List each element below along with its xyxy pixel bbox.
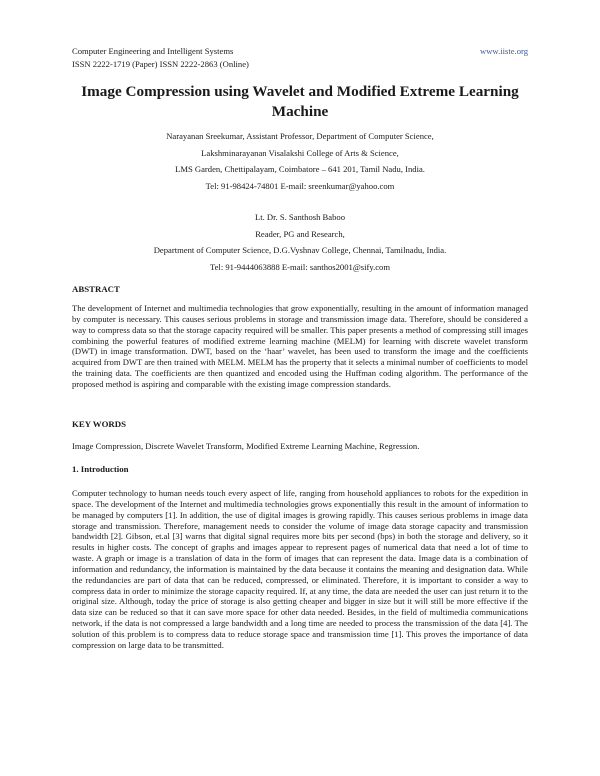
abstract-heading: ABSTRACT	[72, 284, 120, 294]
issn-line: ISSN 2222-1719 (Paper) ISSN 2222-2863 (Online)	[72, 59, 249, 69]
introduction-heading: 1. Introduction	[72, 464, 129, 474]
author-block-2	[60, 209, 540, 275]
author-line: Lakshminarayanan Visalakshi College of Arts & Science,	[201, 147, 399, 158]
keywords-text: Image Compression, Discrete Wavelet Transform, Modified Extreme Learning Machine, Regression.	[72, 441, 420, 451]
author-block-1	[60, 128, 540, 194]
journal-website-link[interactable]: www.iiste.org	[480, 46, 528, 56]
author-contact: Tel: 91-9444063888 E-mail: santhos2001@sify.com	[209, 261, 391, 272]
author-line: Reader, PG and Research,	[255, 228, 345, 239]
author-line: Narayanan Sreekumar, Assistant Professor, Department of Computer Science,	[166, 131, 434, 141]
author-line: Lt. Dr. S. Santhosh Baboo	[255, 212, 345, 222]
paper-title: Image Compression using Wavelet and Modified Extreme Learning Machine	[81, 83, 519, 120]
abstract-text: The development of Internet and multimedia technologies that grow exponentially, resulting in the amount of information managed by computer is necessary. This causes serious problems in storage and transmission image data. Therefore, should be considered a way to compress data so that the storage capacity required will be smaller. This paper presents a method of compressing still images combining the powerful features of modified extreme learning machine (MELM) for learning with discrete wavelet transform (DWT) in image transformation. DWT, based on the ‘haar’ wavelet, has been used to transform the image and the coefficients acquired from DWT are then trained with MELM. MELM has the property that it selects a minimal number of coefficients to model the training data. The coefficients are then quantized and encoded using the Huffman coding algorithm. The performance of the proposed method is aspiring and comparable with the existing image compression standards.	[72, 303, 528, 389]
author-line: Department of Computer Science, D.G.Vyshnav College, Chennai, Tamilnadu, India.	[153, 245, 447, 255]
running-header	[72, 45, 249, 71]
author-contact: Tel: 91-98424-74801 E-mail: sreenkumar@yahoo.com	[205, 180, 395, 191]
keywords-heading: KEY WORDS	[72, 419, 127, 429]
author-line: LMS Garden, Chettipalayam, Coimbatore – 641 201, Tamil Nadu, India.	[175, 164, 425, 174]
introduction-text: Computer technology to human needs touch every aspect of life, ranging from household appliances to robots for the expedition in space. The development of the Internet and multimedia technologies grows exponentially this result in the amount of information to be managed by computers [1]. In addition, the use of digital images is growing rapidly. This causes serious problems in image data storage and transmission. Therefore, management needs to consider the volume of image data storage capacity and transmission bandwidth [2]. Gibson, et.al [3] warns that digital signal requires more bits per second (bps) in both the storage and delivery, so it results in higher costs. The concept of graphs and images appear to represent pages of numerical data that need a lot of time to waste. A graph or image is a translation of data in the form of images that can represent the data. Image data is a combination of information and redundancy, the information is maintained by the data because it contains the meaning and designation data. While the redundancies are part of data that can be reduced, compressed, or eliminated. Therefore, it is important to consider a way to compress data in order to minimize the storage capacity required. If, at any time, the data are needed the user can just return it to the original size. Although, today the price of storage is also getting cheaper and bigger in size but it will still be more effective if the data size can be reduced so that it can save more space for other data needed. Besides, in the field of multimedia communications network, if the data is not compressed a large bandwidth and a long time are needed to process the transmission of the data [4]. The solution of this problem is to compress data to reduce storage space and transmission time [1]. This proves the importance of data compression on large data to be transmitted.	[72, 488, 528, 650]
journal-name: Computer Engineering and Intelligent Systems	[72, 46, 234, 56]
